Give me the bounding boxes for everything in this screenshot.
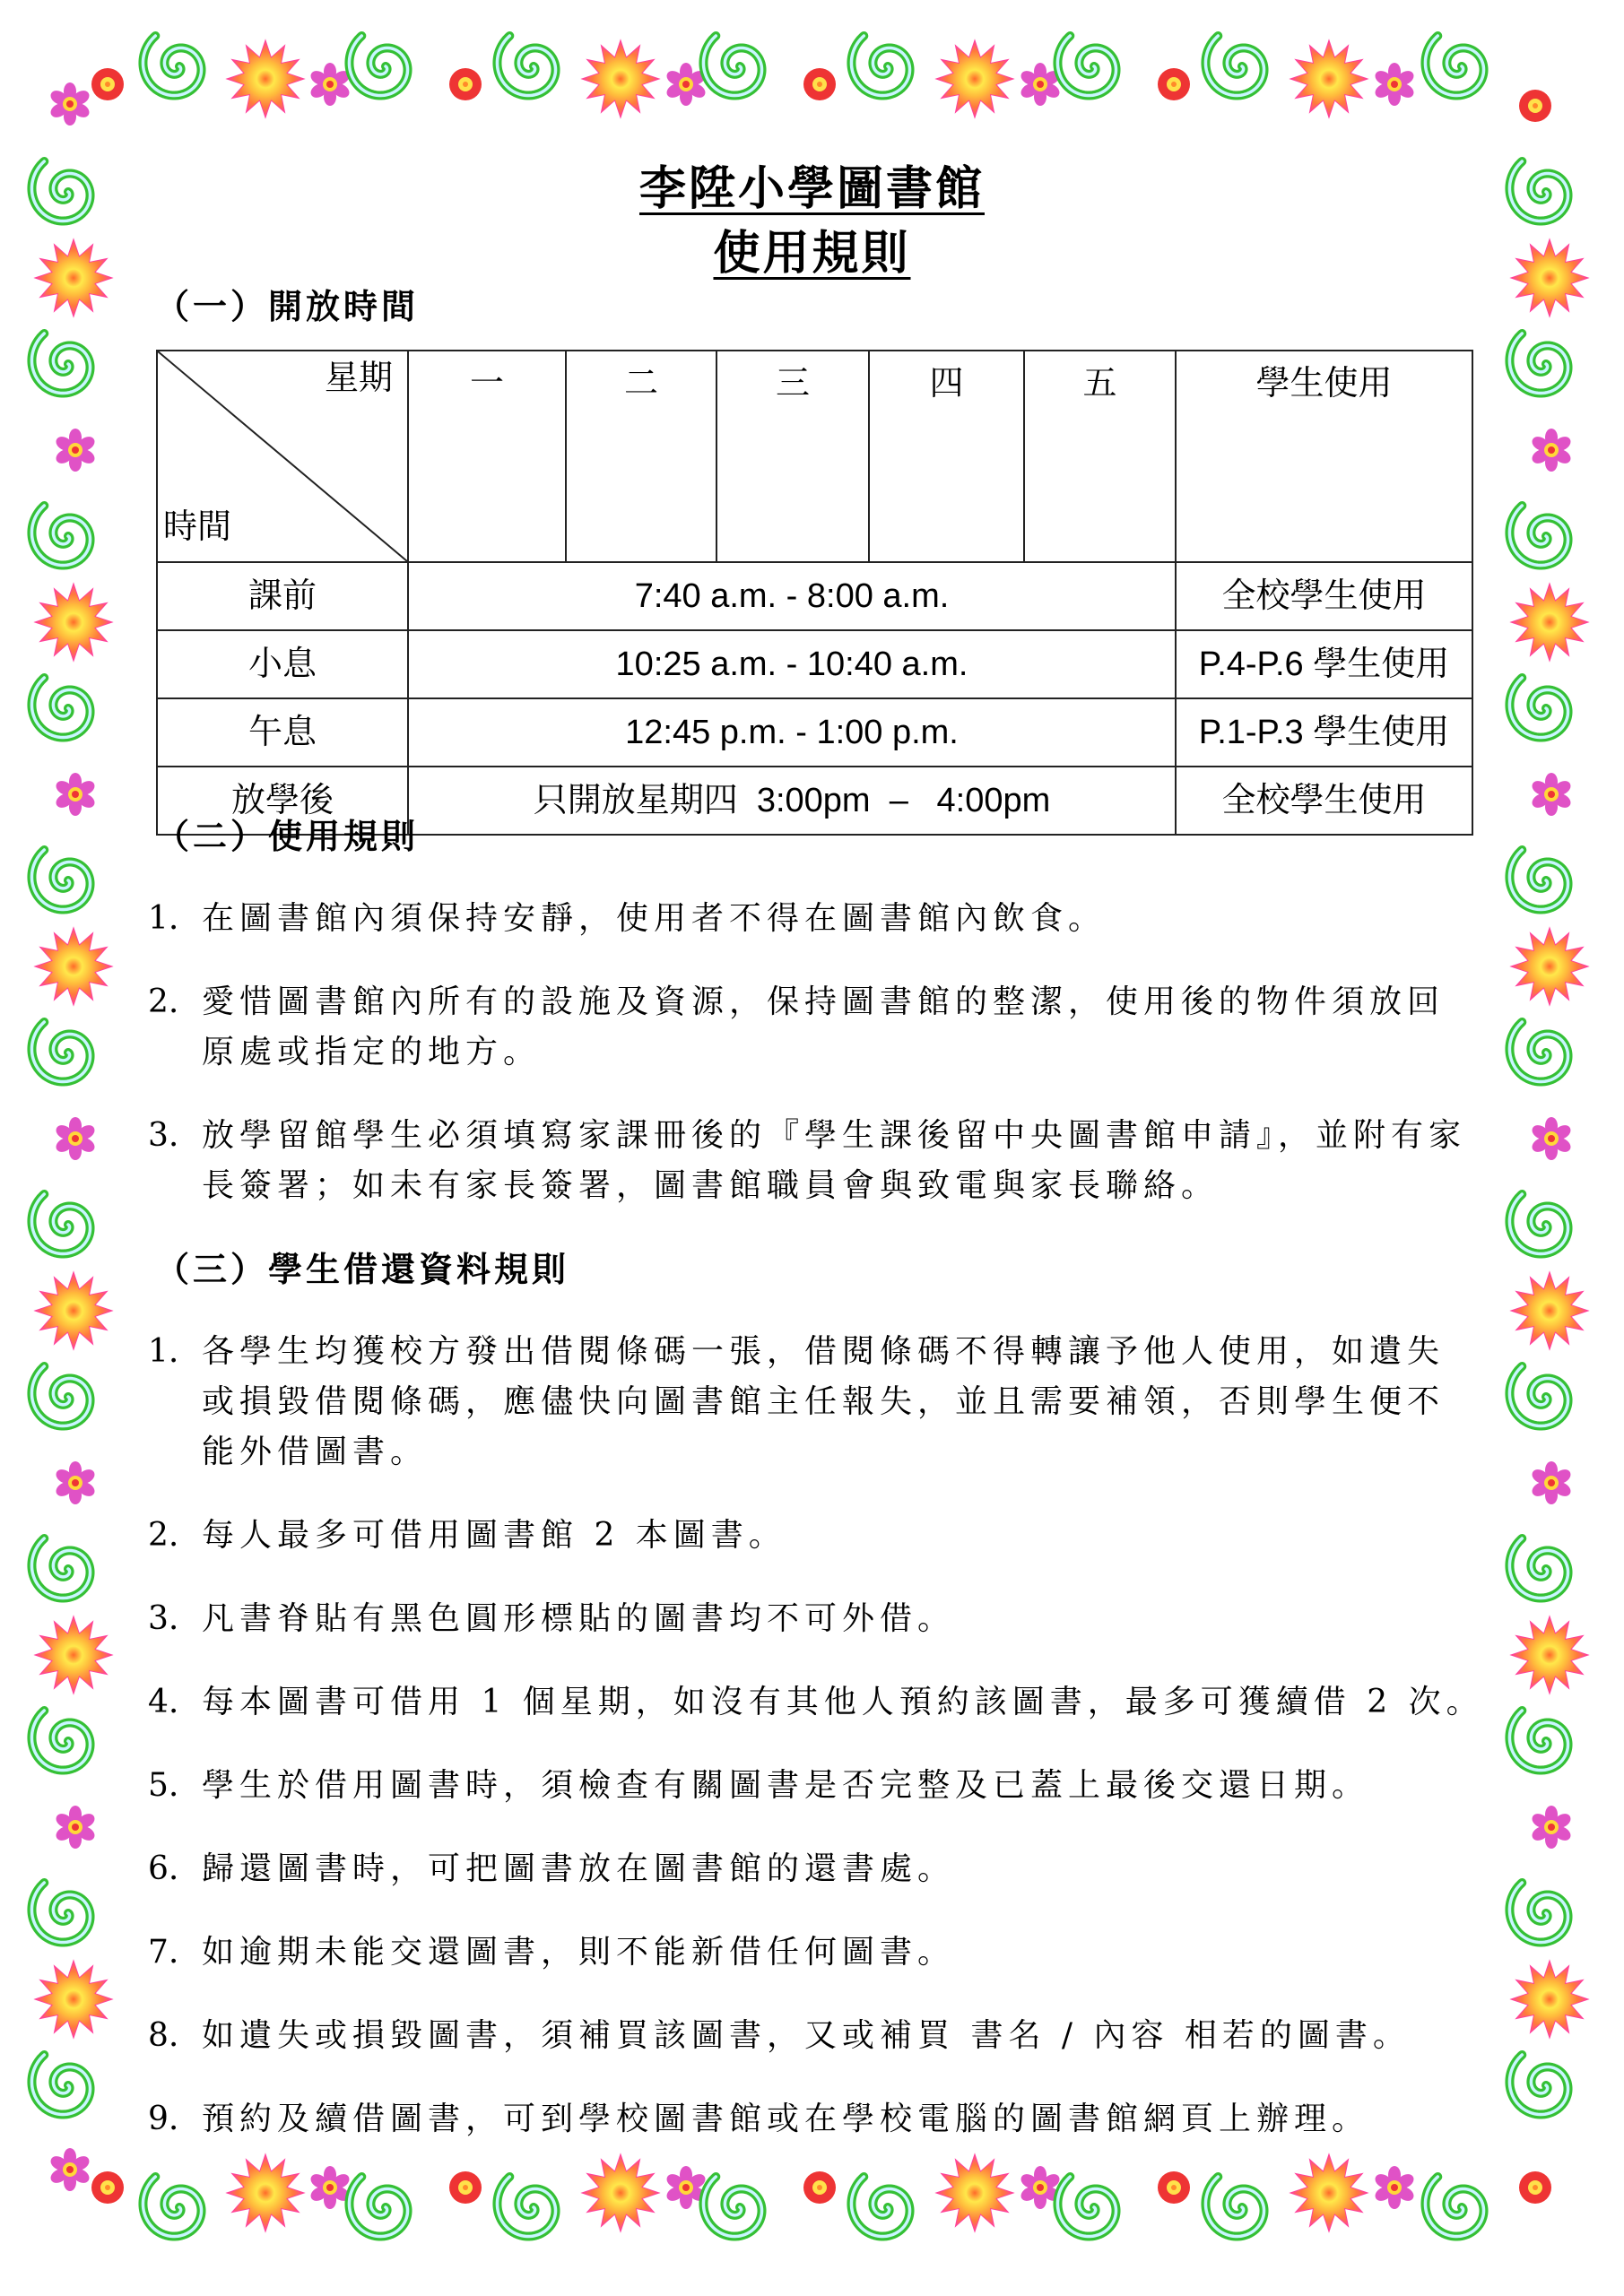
border-spiral-icon <box>31 506 90 566</box>
item-line: 每本圖書可借用 1 個星期，如沒有其他人預約該圖書，最多可獲續借 2 次。 <box>202 1684 1484 1720</box>
border-spiral-icon <box>1205 36 1264 96</box>
border-dot-icon <box>1519 90 1551 122</box>
border-spiral-icon <box>497 2177 555 2237</box>
item-line: 能外借圖書。 <box>202 1434 429 1470</box>
border-spiral-icon <box>703 2177 761 2237</box>
item-number: 6. <box>148 1850 179 1887</box>
border-spiral-icon <box>31 1022 90 1082</box>
border-sun-icon <box>1511 928 1588 1005</box>
borrowing-rules-heading: （三）學生借還資料規則 <box>155 1249 570 1289</box>
item-text <box>202 2094 1369 2144</box>
page-subtitle <box>0 226 1624 282</box>
item-number: 3. <box>148 1117 179 1154</box>
corner-label-weekday: 星期 <box>324 360 393 397</box>
item-line: 長簽署；如未有家長簽署，圖書館職員會與致電與家長聯絡。 <box>202 1167 1220 1204</box>
column-header-student-use: 學生使用 <box>1176 351 1472 562</box>
border-flower-icon <box>1373 63 1417 106</box>
row-users: 全校學生使用 <box>1176 767 1472 835</box>
row-users: 全校學生使用 <box>1176 562 1472 630</box>
border-spiral-icon <box>1509 1883 1568 1943</box>
list-item <box>148 1327 1493 1477</box>
item-line: 每人最多可借用圖書館 2 本圖書。 <box>202 1517 786 1554</box>
border-spiral-icon <box>1509 2055 1568 2115</box>
item-line: 歸還圖書時，可把圖書放在圖書館的還書處。 <box>202 1850 956 1887</box>
column-header-thursday: 四 <box>869 351 1024 562</box>
item-line: 在圖書館內須保持安靜，使用者不得在圖書館內飲食。 <box>202 900 1107 937</box>
opening-hours-heading: （一）開放時間 <box>155 286 420 326</box>
border-sun-icon <box>1511 584 1588 661</box>
item-line: 學生於借用圖書時，須檢查有關圖書是否完整及已蓋上最後交還日期。 <box>202 1767 1370 1804</box>
border-spiral-icon <box>31 678 90 738</box>
page-title <box>0 161 1624 217</box>
item-line: 放學留館學生必須填寫家課冊後的『學生課後留中央圖書館申請』，並附有家 <box>202 1117 1467 1154</box>
border-spiral-icon <box>1205 2177 1264 2237</box>
border-spiral-icon <box>349 2177 407 2237</box>
item-text <box>202 1594 955 1644</box>
border-spiral-icon <box>31 334 90 394</box>
row-users: P.1-P.3 學生使用 <box>1176 698 1472 767</box>
border-sun-icon <box>1511 1616 1588 1694</box>
item-text <box>202 977 1445 1078</box>
border-dot-icon <box>1158 68 1190 100</box>
border-flower-icon <box>1530 1806 1574 1849</box>
border-sun-icon <box>582 40 659 117</box>
border-sun-icon <box>35 1616 112 1694</box>
border-spiral-icon <box>31 1711 90 1771</box>
item-number: 3. <box>148 1600 179 1637</box>
list-item <box>148 1928 1493 1978</box>
border-sun-icon <box>35 584 112 661</box>
border-spiral-icon <box>1057 36 1116 96</box>
list-item <box>148 1677 1493 1728</box>
border-spiral-icon <box>1425 2177 1483 2237</box>
border-sun-icon <box>1290 40 1368 117</box>
border-spiral-icon <box>1509 678 1568 738</box>
page-title-text: 李陞小學圖書館 <box>638 161 985 216</box>
border-spiral-icon <box>703 36 761 96</box>
row-time-range: 7:40 a.m. - 8:00 a.m. <box>408 562 1176 630</box>
border-spiral-icon <box>497 36 555 96</box>
list-item <box>148 1111 1493 1211</box>
list-item <box>148 1761 1493 1811</box>
border-spiral-icon <box>1425 36 1483 96</box>
border-sun-icon <box>227 40 304 117</box>
border-sun-icon <box>1511 1272 1588 1349</box>
border-spiral-icon <box>31 2055 90 2115</box>
border-spiral-icon <box>1509 1538 1568 1599</box>
item-text <box>202 1844 955 1894</box>
item-line: 如逾期未能交還圖書，則不能新借任何圖書。 <box>202 1934 956 1971</box>
list-item <box>148 2094 1493 2144</box>
item-number: 8. <box>148 2017 179 2054</box>
item-text <box>202 1511 786 1561</box>
border-sun-icon <box>1511 1961 1588 2038</box>
border-spiral-icon <box>1057 2177 1116 2237</box>
item-number: 4. <box>148 1684 179 1720</box>
border-flower-icon <box>54 1461 98 1504</box>
borrowing-rules-section <box>148 1244 1493 2178</box>
corner-label-time: 時間 <box>163 508 232 546</box>
item-text <box>202 2011 1411 2061</box>
item-line: 預約及續借圖書，可到學校圖書館或在學校電腦的圖書館網頁上辦理。 <box>202 2101 1370 2137</box>
border-flower-icon <box>54 773 98 816</box>
border-sun-icon <box>35 1961 112 2038</box>
border-sun-icon <box>35 928 112 1005</box>
item-text <box>202 1761 1369 1811</box>
border-spiral-icon <box>31 1194 90 1254</box>
item-text <box>202 1928 955 1978</box>
item-text <box>202 1327 1445 1477</box>
opening-hours-table <box>156 350 1473 836</box>
border-flower-icon <box>1530 429 1574 472</box>
border-flower-icon <box>1530 773 1574 816</box>
border-flower-icon <box>54 1117 98 1160</box>
border-spiral-icon <box>851 36 909 96</box>
border-spiral-icon <box>31 1538 90 1599</box>
border-flower-icon <box>54 1806 98 1849</box>
usage-rules-heading: （二）使用規則 <box>155 816 420 856</box>
table-corner-cell <box>157 351 408 562</box>
border-dot-icon <box>91 68 124 100</box>
border-flower-icon <box>1530 1461 1574 1504</box>
item-number: 7. <box>148 1934 179 1971</box>
item-line: 或損毀借閱條碼，應儘快向圖書館主任報失，並且需要補領，否則學生便不 <box>202 1383 1446 1420</box>
border-spiral-icon <box>1509 506 1568 566</box>
border-flower-icon <box>48 82 92 126</box>
item-number: 1. <box>148 1333 179 1370</box>
item-number: 5. <box>148 1767 179 1804</box>
item-number: 2. <box>148 1517 179 1554</box>
border-dot-icon <box>449 68 482 100</box>
item-text <box>202 1111 1466 1211</box>
row-time-range: 12:45 p.m. - 1:00 p.m. <box>408 698 1176 767</box>
border-dot-icon <box>803 68 836 100</box>
column-header-wednesday: 三 <box>716 351 869 562</box>
border-flower-icon <box>54 429 98 472</box>
item-line: 愛惜圖書館內所有的設施及資源，保持圖書館的整潔，使用後的物件須放回 <box>202 983 1446 1020</box>
item-text <box>202 1677 1484 1728</box>
border-dot-icon <box>91 2171 124 2204</box>
item-line: 如遺失或損毀圖書，須補買該圖書，又或補買 書名 / 內容 相若的圖書。 <box>202 2017 1411 2054</box>
item-number: 2. <box>148 983 179 1020</box>
item-line: 原處或指定的地方。 <box>202 1034 542 1070</box>
border-sun-icon <box>936 40 1013 117</box>
row-period: 放學後 <box>157 767 408 835</box>
row-period: 小息 <box>157 630 408 698</box>
border-flower-icon <box>48 2148 92 2191</box>
row-period: 午息 <box>157 698 408 767</box>
row-time-range: 只開放星期四 3:00pm – 4:00pm <box>408 767 1176 835</box>
row-period: 課前 <box>157 562 408 630</box>
border-spiral-icon <box>143 36 201 96</box>
border-spiral-icon <box>31 1883 90 1943</box>
table-row <box>157 698 1472 767</box>
border-spiral-icon <box>1509 334 1568 394</box>
border-spiral-icon <box>349 36 407 96</box>
border-spiral-icon <box>1509 850 1568 910</box>
row-users: P.4-P.6 學生使用 <box>1176 630 1472 698</box>
list-item <box>148 977 1493 1078</box>
border-spiral-icon <box>1509 1194 1568 1254</box>
row-time-range: 10:25 a.m. - 10:40 a.m. <box>408 630 1176 698</box>
border-spiral-icon <box>31 850 90 910</box>
item-line: 凡書脊貼有黑色圓形標貼的圖書均不可外借。 <box>202 1600 956 1637</box>
item-line: 各學生均獲校方發出借閱條碼一張，借閱條碼不得轉讓予他人使用，如遺失 <box>202 1333 1446 1370</box>
list-item <box>148 1511 1493 1561</box>
border-spiral-icon <box>1509 1366 1568 1426</box>
list-item <box>148 2011 1493 2061</box>
item-number: 9. <box>148 2101 179 2137</box>
border-dot-icon <box>1519 2171 1551 2204</box>
item-number: 1. <box>148 900 179 937</box>
border-spiral-icon <box>1509 1711 1568 1771</box>
list-item <box>148 1844 1493 1894</box>
border-flower-icon <box>308 63 352 106</box>
page-subtitle-text: 使用規則 <box>713 226 911 281</box>
border-flower-icon <box>1530 1117 1574 1160</box>
table-row <box>157 630 1472 698</box>
table-header-row <box>157 351 1472 562</box>
item-text <box>202 894 1106 944</box>
list-item <box>148 1594 1493 1644</box>
table-row <box>157 562 1472 630</box>
column-header-friday: 五 <box>1024 351 1176 562</box>
border-spiral-icon <box>143 2177 201 2237</box>
border-spiral-icon <box>1509 1022 1568 1082</box>
border-spiral-icon <box>31 1366 90 1426</box>
border-spiral-icon <box>851 2177 909 2237</box>
column-header-tuesday: 二 <box>566 351 716 562</box>
border-sun-icon <box>35 1272 112 1349</box>
usage-rules-section <box>148 811 1493 1244</box>
list-item <box>148 894 1493 944</box>
column-header-monday: 一 <box>408 351 566 562</box>
